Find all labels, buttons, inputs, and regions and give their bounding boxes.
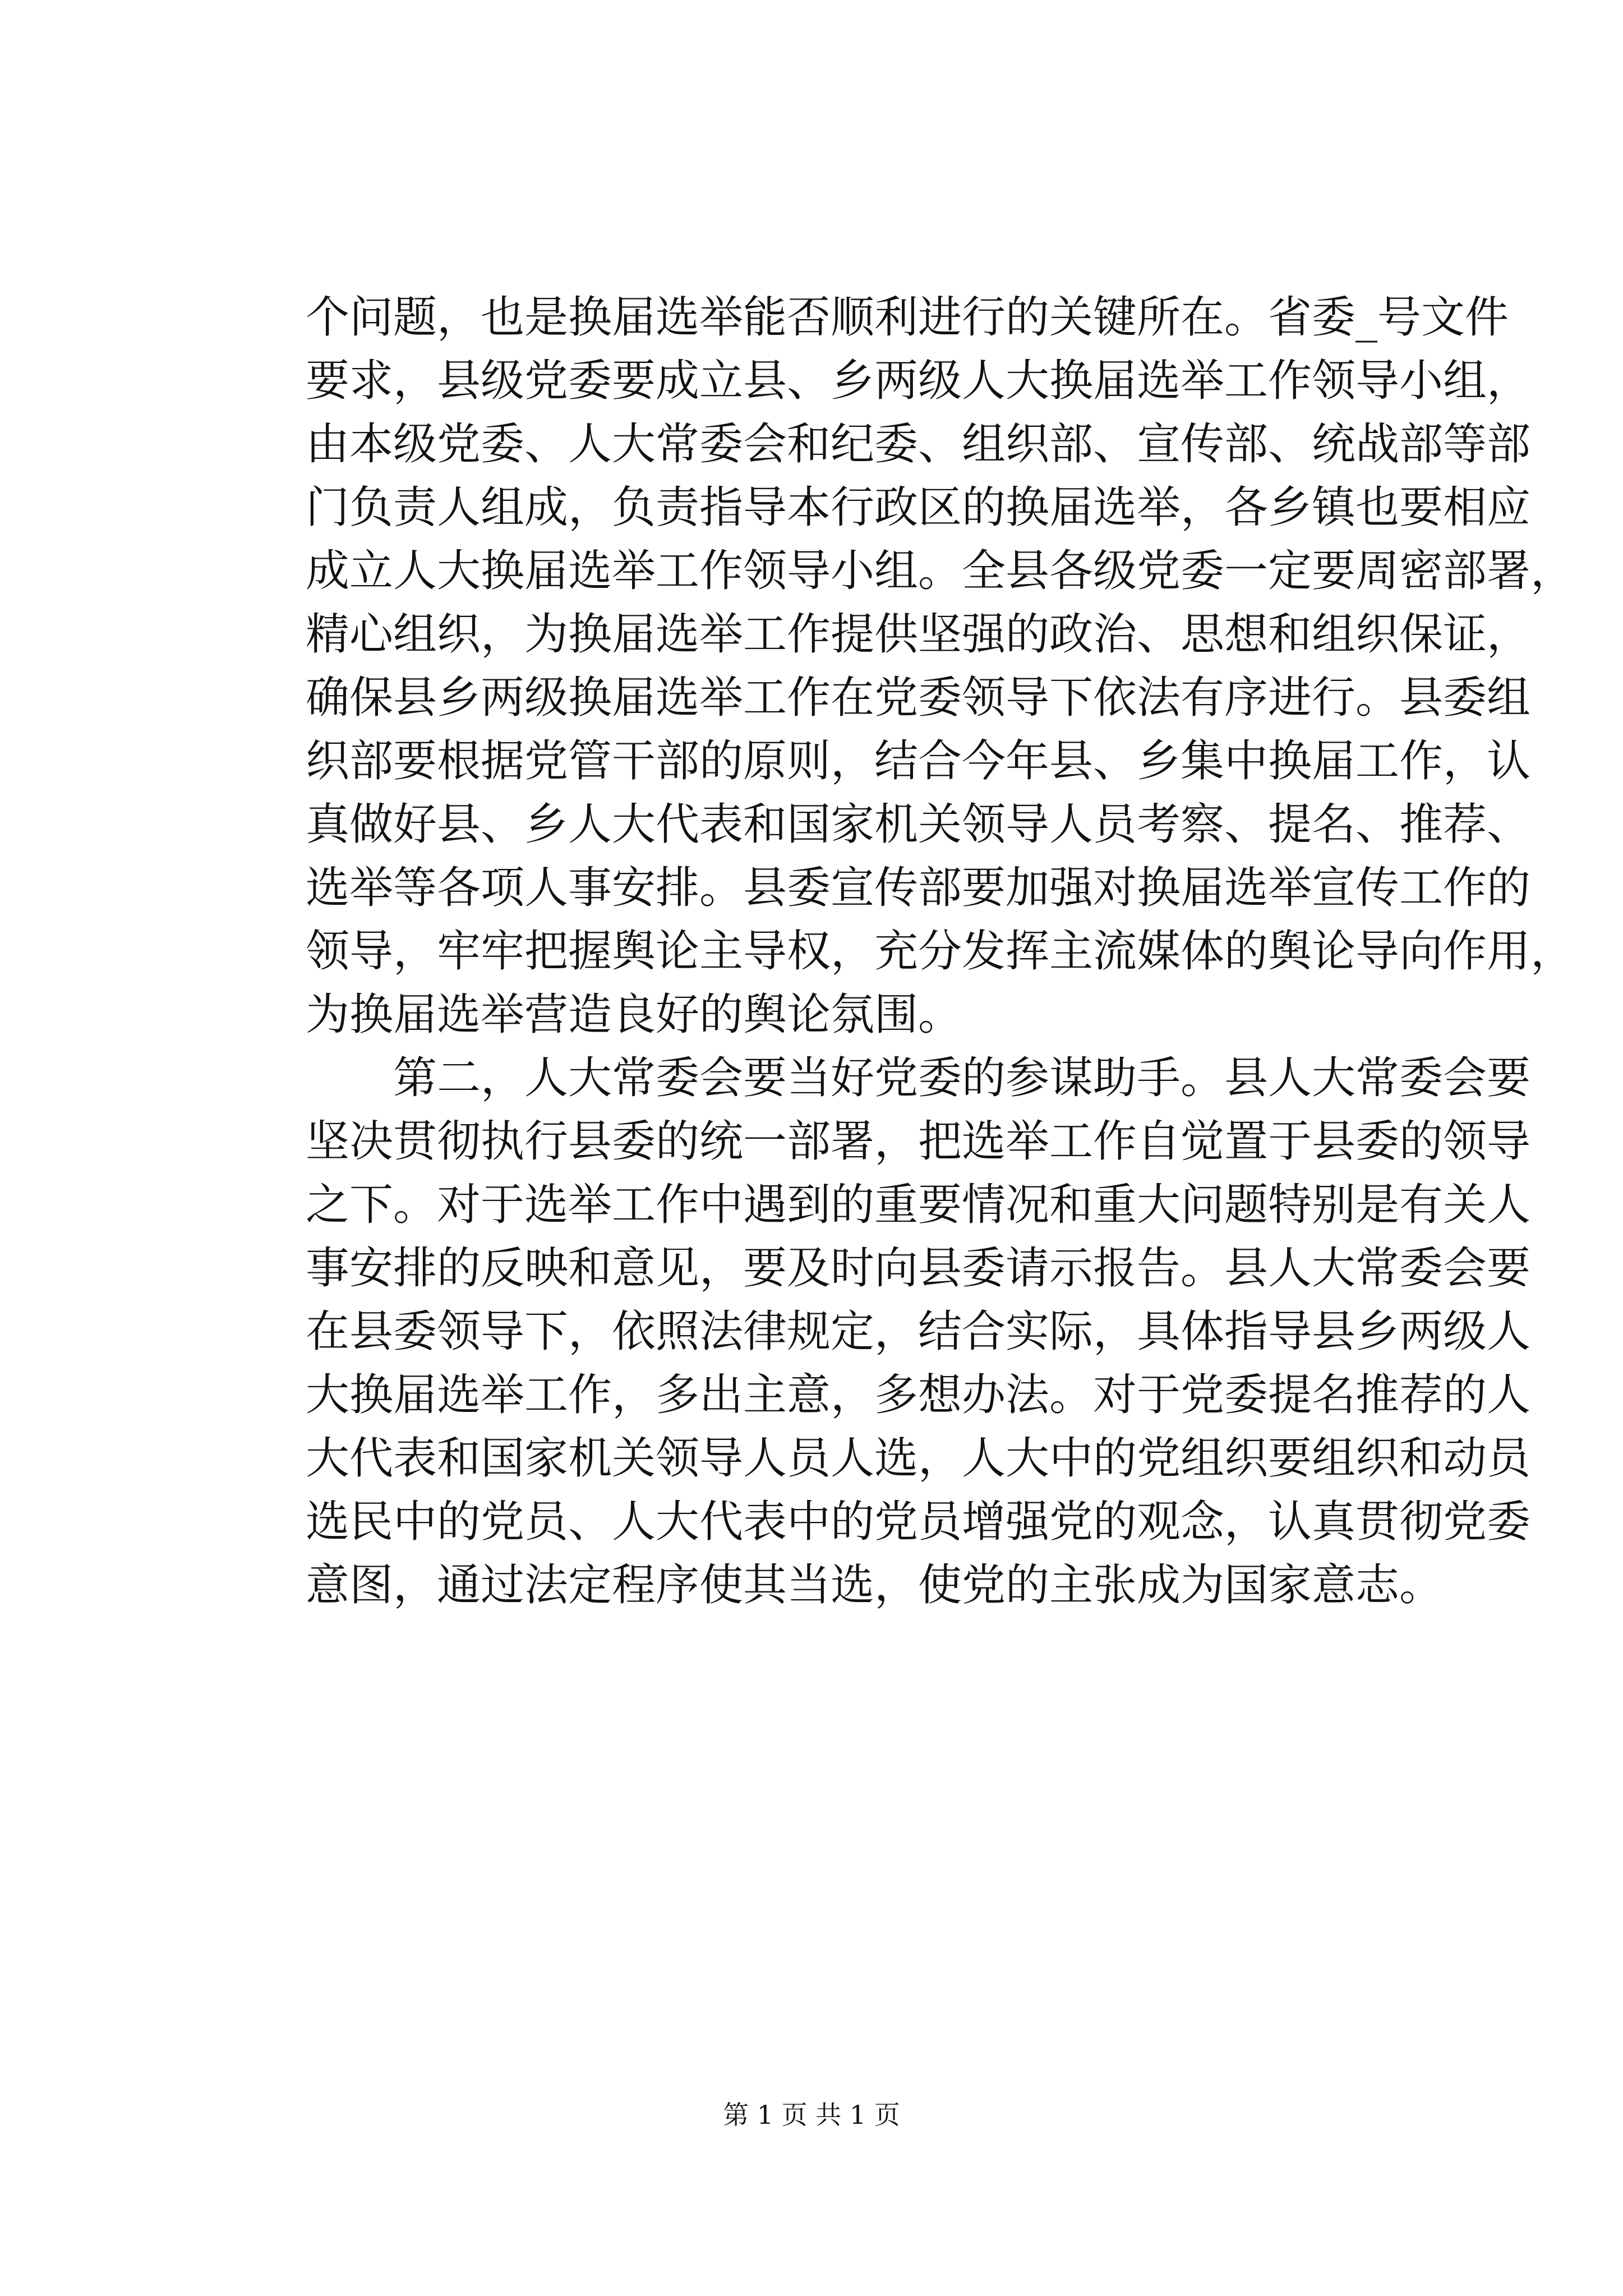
text-line: 要求，县级党委要成立县、乡两级人大换届选举工作领导小组， xyxy=(306,356,1531,406)
text-line: 领导，牢牢把握舆论主导权，充分发挥主流媒体的舆论导向作用， xyxy=(306,926,1575,977)
text-line: 精心组织，为换届选举工作提供坚强的政治、思想和组织保证， xyxy=(306,609,1531,660)
text-line: 在县委领导下，依照法律规定，结合实际，具体指导县乡两级人 xyxy=(306,1306,1531,1357)
text-line: 第二，人大常委会要当好党委的参谋助手。县人大常委会要 xyxy=(306,1053,1531,1103)
text-line: 个问题，也是换届选举能否顺利进行的关键所在。省委_号文件 xyxy=(306,292,1509,343)
text-line: 为换届选举营造良好的舆论氛围。 xyxy=(306,990,962,1040)
text-line: 之下。对于选举工作中遇到的重要情况和重大问题特别是有关人 xyxy=(306,1180,1531,1230)
text-line: 意图，通过法定程序使其当选，使党的主张成为国家意志。 xyxy=(306,1560,1444,1611)
text-line: 选举等各项人事安排。县委宣传部要加强对换届选举宣传工作的 xyxy=(306,863,1531,913)
text-line: 选民中的党员、人大代表中的党员增强党的观念，认真贯彻党委 xyxy=(306,1497,1531,1547)
document-body xyxy=(306,286,1575,1617)
text-line: 确保县乡两级换届选举工作在党委领导下依法有序进行。县委组 xyxy=(306,673,1531,723)
text-line: 织部要根据党管干部的原则，结合今年县、乡集中换届工作，认 xyxy=(306,736,1531,786)
text-line: 由本级党委、人大常委会和纪委、组织部、宣传部、统战部等部 xyxy=(306,419,1531,470)
text-line: 事安排的反映和意见，要及时向县委请示报告。县人大常委会要 xyxy=(306,1243,1531,1294)
text-line: 坚决贯彻执行县委的统一部署，把选举工作自觉置于县委的领导 xyxy=(306,1116,1531,1167)
text-line: 门负责人组成，负责指导本行政区的换届选举，各乡镇也要相应 xyxy=(306,482,1531,533)
text-line: 大代表和国家机关领导人员人选，人大中的党组织要组织和动员 xyxy=(306,1433,1531,1484)
text-line: 大换届选举工作，多出主意，多想办法。对于党委提名推荐的人 xyxy=(306,1370,1531,1420)
page-number-footer: 第 1 页 共 1 页 xyxy=(723,2100,900,2130)
text-line: 成立人大换届选举工作领导小组。全县各级党委一定要周密部署， xyxy=(306,546,1575,596)
text-line: 真做好县、乡人大代表和国家机关领导人员考察、提名、推荐、 xyxy=(306,799,1531,850)
